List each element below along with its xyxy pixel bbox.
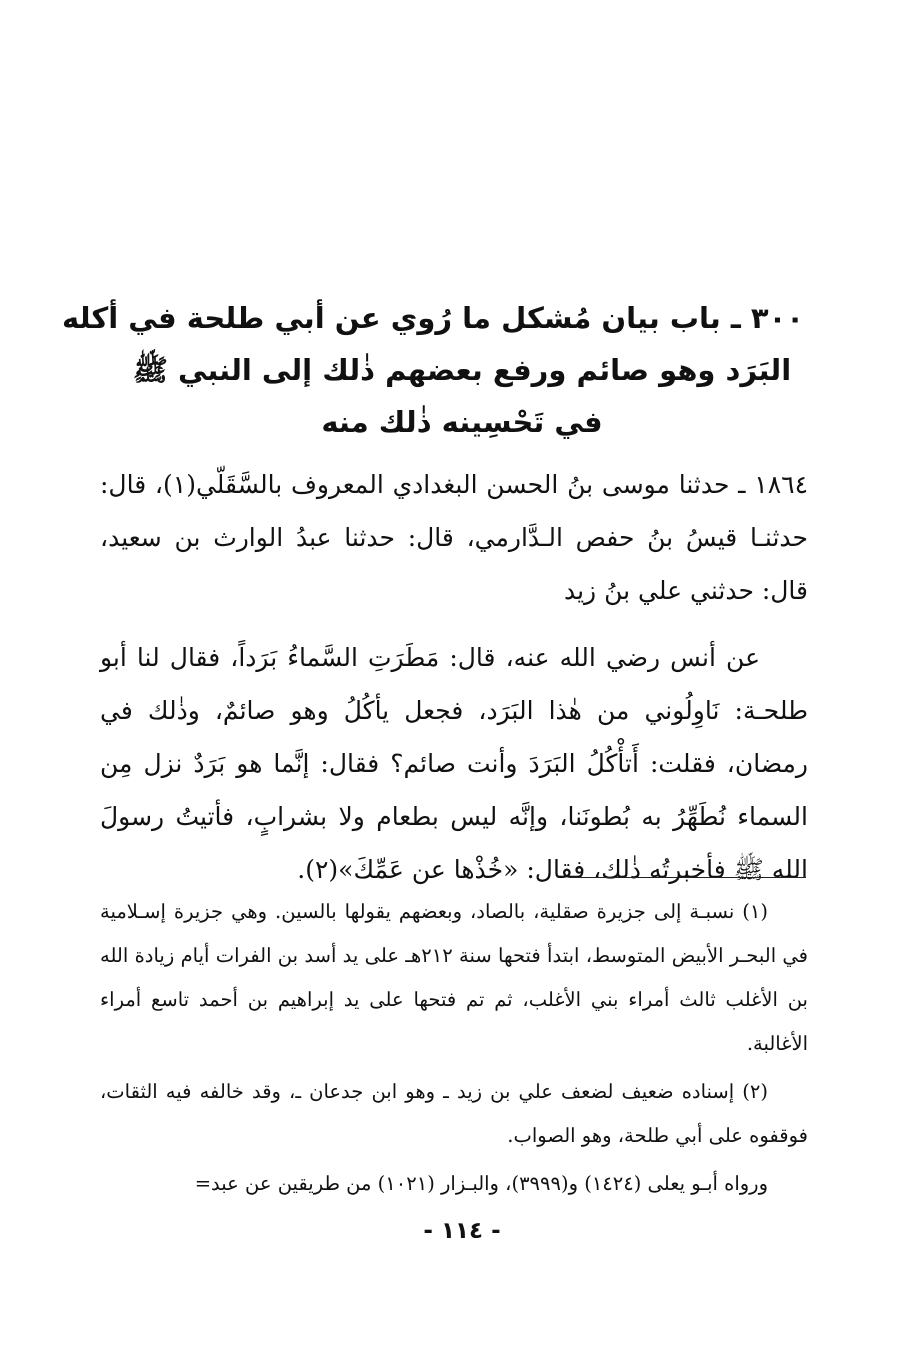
hadith-matn: عن أنس رضي الله عنه، قال: مَطَرَتِ السَّماءُ بَرَداً، فقال لنا أبو طلحـة: نَاوِلُوني من هٰذا البَرَد، فجعل يأكُلُ وهو صائمٌ، وذٰلك في رمضان، فقلت: أَتأْكُلُ البَرَدَ وأنت صائم؟ فقال: إنَّما هو بَرَدٌ نزل مِن السماء نُطَهِّرُ به بُطونَنا، وإنَّه ليس بطعام ولا بشرابٍ، فأتيتُ رسولَ الله ﷺ فأخبرتُه ذٰلك، فقال: «خُذْها عن عَمِّكَ»(٢). [100, 643, 808, 884]
footnote-2: (٢) إسناده ضعيف لضعف علي بن زيد ـ وهو ابن جدعان ـ، وقد خالفه فيه الثقات، فوقفوه على أبي طلحة، وهو الصواب. [100, 1080, 808, 1147]
chapter-title-line-2: البَرَد وهو صائم ورفع بعضهم ذٰلك إلى النبي ﷺ [132, 353, 792, 387]
hadith-body [100, 458, 808, 896]
footnote-1: (١) نسبـة إلى جزيرة صقلية، بالصاد، وبعضهم يقولها بالسين. وهي جزيرة إسـلامية في البحـر الأبيض المتوسط، ابتدأ فتحها سنة ٢١٢هـ على يد أسد بن الفرات أيام زيادة الله بن الأغلب ثالث أمراء بني الأغلب، ثم تم فتحها على يد إبراهيم بن أحمد تاسع أمراء الأغالبة. [100, 900, 808, 1055]
chapter-title [61, 292, 804, 448]
hadith-isnad: ١٨٦٤ ـ حدثنا موسى بنُ الحسن البغدادي المعروف بالسَّقَلّي(١)، قال: حدثنـا قيسُ بنُ حفص الـدَّارمي، قال: حدثنا عبدُ الوارث بن سعيد، قال: حدثني علي بنُ زيد [100, 470, 808, 605]
footnote-separator [570, 877, 806, 878]
chapter-title-line-1: ٣٠٠ ـ باب بيان مُشكل ما رُوي عن أبي طلحة في أكله [61, 301, 804, 335]
chapter-title-line-3: في تَحْسِينه ذٰلك منه [321, 405, 603, 439]
footnote-2-continuation: ورواه أبـو يعلى (١٤٢٤) و(٣٩٩٩)، والبـزار (١٠٢١) من طريقين عن عبد= [194, 1172, 768, 1195]
page-number: - ١١٤ - [423, 1218, 501, 1244]
footnotes [100, 890, 808, 1210]
